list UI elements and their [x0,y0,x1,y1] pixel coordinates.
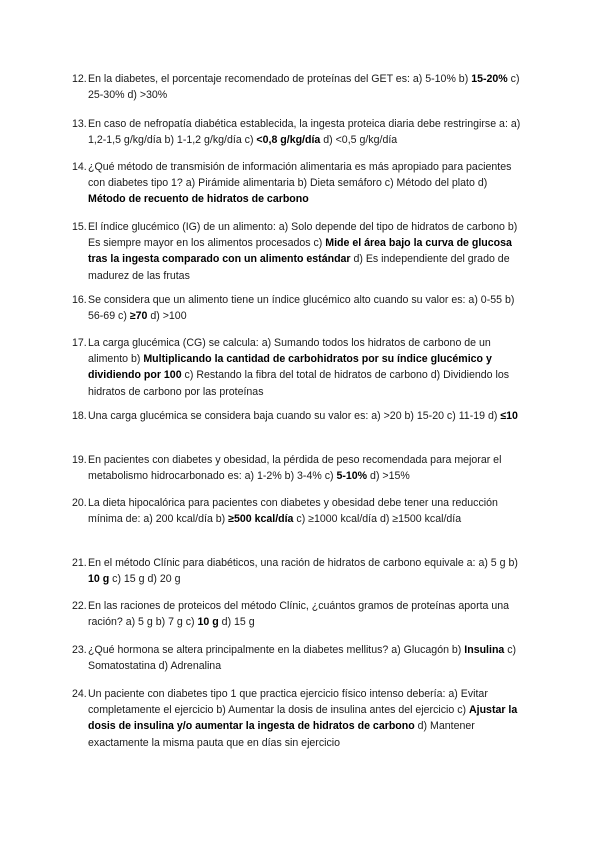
answer-options: d) Es independiente del grado de madurez de las frutas [88,253,510,282]
question-text [88,642,523,674]
question-16 [72,292,523,324]
question-stem: ¿Qué método de transmisión de información alimentaria es más apropiado para pacientes con diabetes tipo 1? a) Pirámide alimentaria b) Dieta semáforo c) Método del plato d) [88,161,512,190]
question-stem: En el método Clínic para diabéticos, una ración de hidratos de carbono equivale a: a) 5 g b) [88,557,518,569]
question-number: 21. [72,557,87,569]
question-17 [72,335,523,400]
question-18 [72,408,523,424]
correct-answer: Mide el área bajo la curva de glucosa tras la ingesta comparado con un alimento estándar [88,237,512,266]
answer-options: c) 25-30% d) >30% [88,73,520,102]
answer-options: c) ≥1000 kcal/día d) ≥1500 kcal/día [293,513,462,526]
question-text [88,452,523,484]
answer-options: d) Mantener exactamente la misma pauta que en días sin ejercicio [88,720,475,749]
question-text [88,555,523,587]
answer-options: c) Somatostatina d) Adrenalina [88,644,517,673]
correct-answer: Insulina [464,644,505,656]
question-text [88,686,523,751]
question-number: 16. [72,294,87,306]
correct-answer: ≥500 kcal/día [228,513,294,526]
question-text [88,71,523,103]
question-12 [72,71,523,103]
question-14 [72,159,523,208]
correct-answer: 5-10% [336,470,368,483]
question-20 [72,495,523,527]
question-13 [72,116,523,148]
question-number: 15. [72,221,87,233]
correct-answer: Método de recuento de hidratos de carbono [88,193,309,206]
question-stem: En caso de nefropatía diabética establecida, la ingesta proteica diaria debe restringirse a: a) 1,2-1,5 g/kg/día b) 1-1,2 g/kg/día c) [88,118,521,147]
correct-answer: ≥70 [129,310,148,323]
question-stem: ¿Qué hormona se altera principalmente en la diabetes mellitus? a) Glucagón b) [88,644,465,656]
correct-answer: 15-20% [471,73,508,85]
question-number: 19. [72,454,87,466]
answer-options: c) Restando la fibra del total de hidratos de carbono d) Dividiendo los hidratos de carbono por las proteínas [88,369,510,398]
question-21 [72,555,523,587]
question-text [88,335,523,400]
answer-options: d) <0,5 g/kg/día [320,134,398,147]
question-stem: En la diabetes, el porcentaje recomendado de proteínas del GET es: a) 5-10% b) [88,73,472,85]
answer-options: d) 15 g [218,616,255,629]
question-number: 24. [72,688,87,700]
question-number: 14. [72,161,87,173]
question-text [88,408,523,424]
question-number: 12. [72,73,87,85]
question-stem: En pacientes con diabetes y obesidad, la pérdida de peso recomendada para mejorar el metabolismo hidrocarbonado es: a) 1-2% b) 3-4% c) [88,454,502,483]
question-number: 13. [72,118,87,130]
question-text [88,495,523,527]
question-22 [72,598,523,630]
question-number: 22. [72,600,87,612]
question-text [88,116,523,148]
question-stem: En las raciones de proteicos del método Clínic, ¿cuántos gramos de proteínas aporta una ración? a) 5 g b) 7 g c) [88,600,510,629]
question-23 [72,642,523,674]
question-stem: Se considera que un alimento tiene un índice glucémico alto cuando su valor es: a) 0-55 b) 56-69 c) [88,294,515,323]
correct-answer: <0,8 g/kg/día [256,134,321,147]
question-stem: Un paciente con diabetes tipo 1 que practica ejercicio físico intenso debería: a) Evitar completamente el ejercicio b) Aumentar la dosis de insulina antes del ejercicio c) [88,688,488,717]
question-15 [72,219,523,284]
question-24 [72,686,523,751]
question-19 [72,452,523,484]
question-text [88,292,523,324]
question-text [88,219,523,284]
answer-options: d) >15% [367,470,410,483]
question-text [88,598,523,630]
question-stem: El índice glucémico (IG) de un alimento: a) Solo depende del tipo de hidratos de carbono b) Es siempre mayor en los alimentos procesados c) [88,221,518,250]
question-number: 20. [72,497,87,509]
correct-answer: 10 g [197,616,219,629]
question-stem: La carga glucémica (CG) se calcula: a) Sumando todos los hidratos de carbono de un alimento b) [88,337,491,366]
answer-options: c) 15 g d) 20 g [109,573,181,586]
correct-answer: 10 g [88,573,110,586]
answer-options: d) >100 [147,310,187,323]
question-number: 17. [72,337,87,349]
question-stem: Una carga glucémica se considera baja cuando su valor es: a) >20 b) 15-20 c) 11-19 d) [88,410,501,422]
question-text [88,159,523,208]
question-number: 18. [72,410,87,422]
correct-answer: Multiplicando la cantidad de carbohidratos por su índice glucémico y dividiendo por 100 [88,353,492,382]
question-stem: La dieta hipocalórica para pacientes con diabetes y obesidad debe tener una reducción mínima de: a) 200 kcal/día b) [88,497,498,526]
question-number: 23. [72,644,87,656]
correct-answer: ≤10 [500,410,518,422]
correct-answer: Ajustar la dosis de insulina y/o aumentar la ingesta de hidratos de carbono [88,704,518,733]
